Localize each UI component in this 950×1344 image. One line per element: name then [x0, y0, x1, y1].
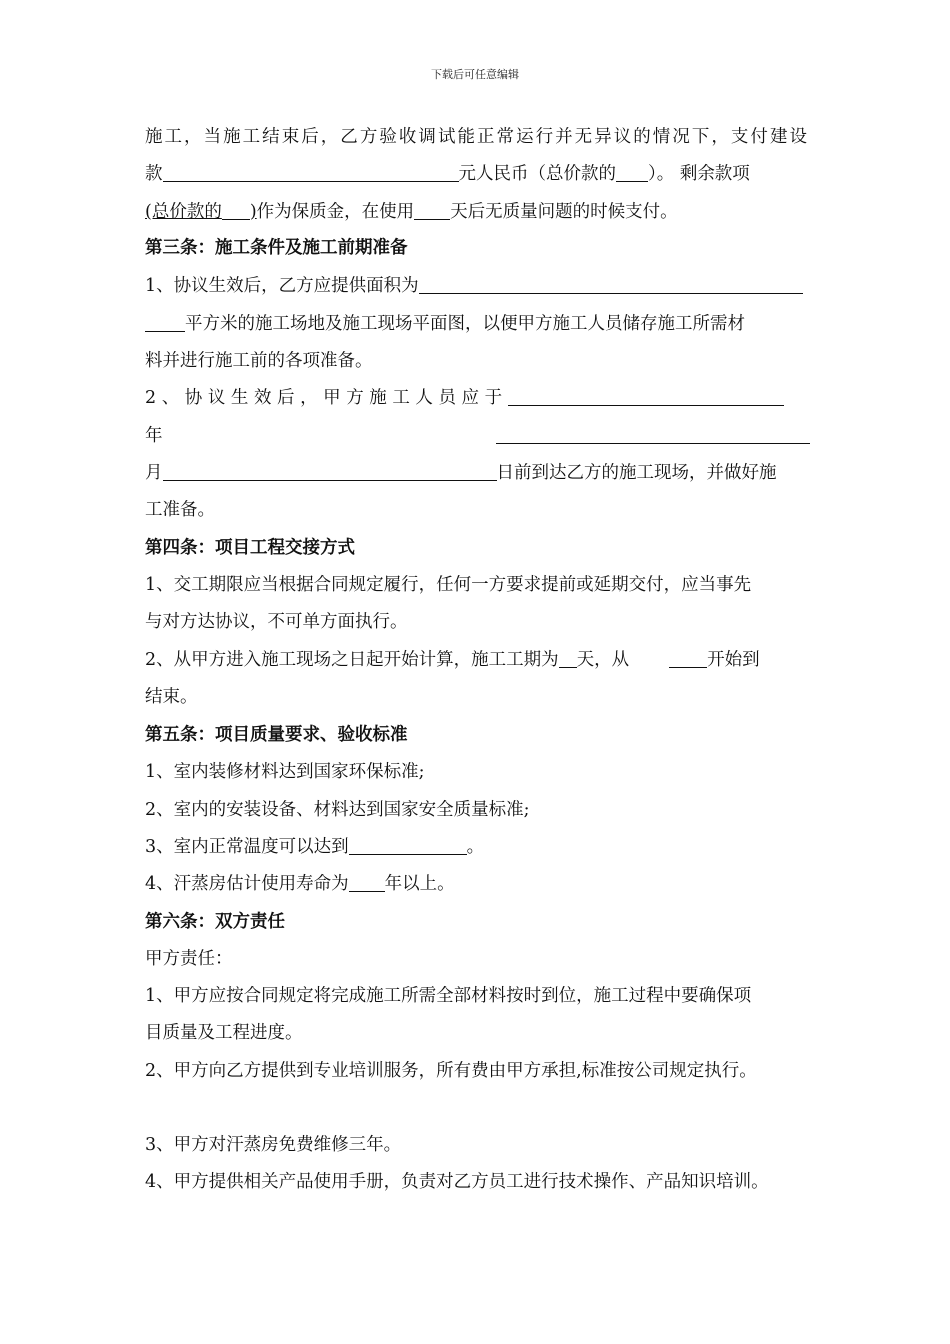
- section-title: 第三条：施工条件及施工前期准备: [145, 238, 408, 258]
- paragraph-line: 1、交工期限应当根据合同规定履行，任何一方要求提前或延期交付，应当事先: [145, 575, 752, 595]
- paragraph-line: [145, 648, 760, 672]
- paragraph-line: [145, 312, 745, 336]
- text: 3、室内正常温度可以达到: [145, 837, 349, 857]
- section-title: 第五条：项目质量要求、验收标准: [145, 725, 408, 745]
- text: 2、从甲方进入施工现场之日起开始计算，施工工期为: [145, 650, 559, 670]
- blank-field[interactable]: [145, 313, 185, 332]
- blank-field[interactable]: [414, 201, 450, 220]
- text: 1、协议生效后，乙方应提供面积为: [145, 276, 419, 296]
- text: 天，从: [576, 650, 630, 670]
- paragraph-line: 结束。: [145, 687, 198, 707]
- section-title: 第四条：项目工程交接方式: [145, 538, 355, 558]
- paragraph-line: [145, 162, 750, 186]
- paragraph-line: 3、甲方对汗蒸房免费维修三年。: [145, 1135, 402, 1155]
- paragraph-line: 2、室内的安装设备、材料达到国家安全质量标准;: [145, 800, 530, 820]
- text: 月: [145, 463, 163, 483]
- paragraph-line: [145, 424, 810, 448]
- paragraph-line: 工准备。: [145, 500, 215, 520]
- paragraph-line: [145, 125, 807, 149]
- paragraph-line: [145, 872, 455, 896]
- text: 作为保质金，在使用: [256, 202, 415, 222]
- paragraph-line: 2、甲方向乙方提供到专业培训服务，所有费由甲方承担,标准按公司规定执行。: [145, 1061, 757, 1081]
- text: 元人民币（总价款的: [458, 164, 616, 184]
- text: 施工，当施工结束后，乙方验收调试能正常运行并无异议的情况下，支付建设: [145, 127, 807, 147]
- blank-field[interactable]: [163, 462, 497, 481]
- text: 开始到: [707, 650, 760, 670]
- blank-field[interactable]: [559, 649, 577, 668]
- text: 天后无质量问题的时候支付。: [450, 202, 678, 222]
- paragraph-line: 1、甲方应按合同规定将完成施工所需全部材料按时到位，施工过程中要确保项: [145, 986, 752, 1006]
- text: ）。 剩余款项: [648, 164, 750, 184]
- blank-field[interactable]: [496, 425, 810, 444]
- text: (总价款的: [145, 202, 222, 222]
- paragraph-line: [145, 386, 784, 410]
- blank-field[interactable]: [349, 873, 385, 892]
- text: 年: [145, 426, 163, 446]
- blank-field[interactable]: [163, 163, 459, 182]
- text: 日前到达乙方的施工现场，并做好施: [496, 463, 777, 483]
- blank-field[interactable]: [349, 836, 467, 855]
- blank-field[interactable]: [616, 163, 648, 182]
- text: 2 、 协 议 生 效 后 ， 甲 方 施 工 人 员 应 于: [145, 388, 503, 408]
- paragraph-line: 与对方达协议，不可单方面执行。: [145, 612, 408, 632]
- text: 款: [145, 164, 163, 184]
- text: 。: [466, 837, 485, 857]
- paragraph-line: [145, 200, 678, 224]
- blank-field[interactable]: [508, 387, 784, 406]
- blank-field[interactable]: [669, 649, 707, 668]
- text: 4、汗蒸房估计使用寿命为: [145, 874, 349, 894]
- page-header: 下载后可任意编辑: [431, 68, 519, 81]
- paragraph-line: 1、室内装修材料达到国家环保标准;: [145, 762, 425, 782]
- paragraph-line: 甲方责任：: [145, 949, 233, 969]
- paragraph-line: [145, 461, 777, 485]
- paragraph-line: [145, 835, 484, 859]
- paragraph-line: 料并进行施工前的各项准备。: [145, 351, 373, 371]
- text: ): [249, 202, 257, 222]
- blank-field[interactable]: [222, 201, 250, 220]
- blank-field[interactable]: [419, 275, 803, 294]
- section-title: 第六条：双方责任: [145, 912, 285, 932]
- paragraph-line: [145, 274, 803, 298]
- text: 平方米的施工场地及施工现场平面图，以便甲方施工人员储存施工所需材: [185, 314, 745, 334]
- paragraph-line: 目质量及工程进度。: [145, 1023, 303, 1043]
- text: 年以上。: [384, 874, 455, 894]
- paragraph-line: 4、甲方提供相关产品使用手册，负责对乙方员工进行技术操作、产品知识培训。: [145, 1172, 769, 1192]
